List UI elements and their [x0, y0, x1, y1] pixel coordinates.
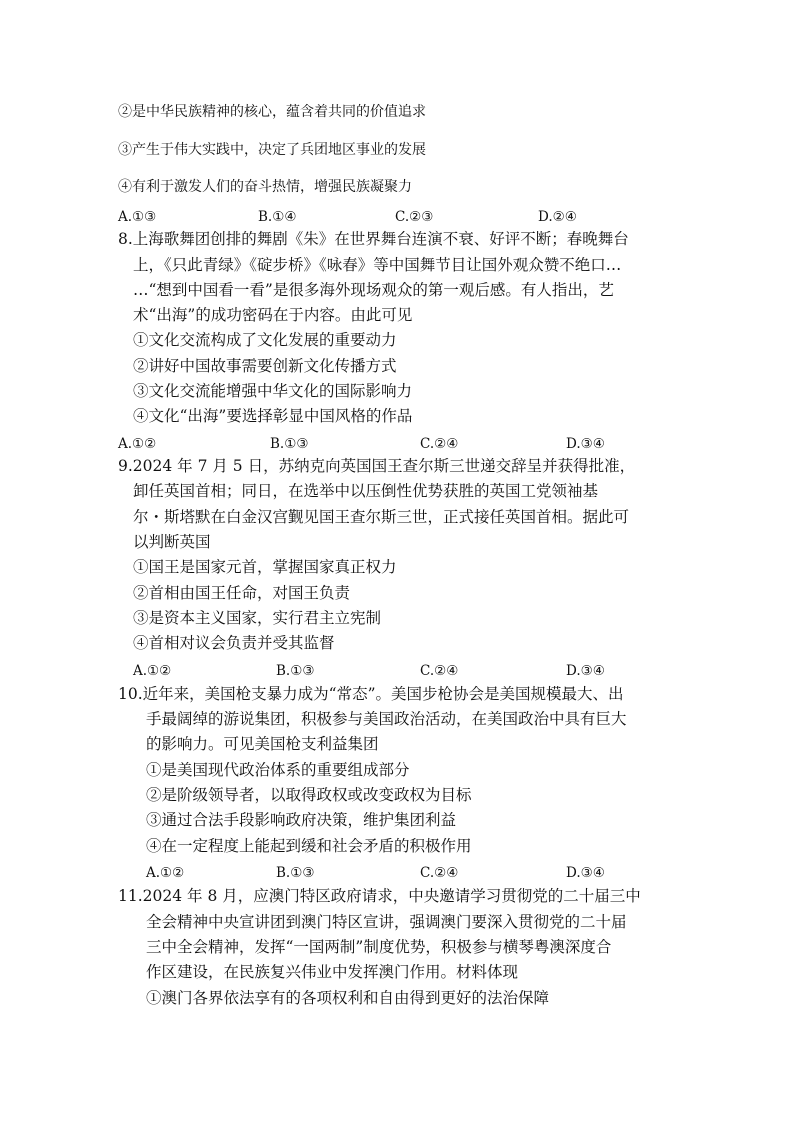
q9-item-1: ①国王是国家元首，掌握国家真正权力 [133, 558, 397, 576]
q7-item-4: ④有利于激发人们的奋斗热情，增强民族凝聚力 [118, 179, 412, 195]
q10-option-a: A.①② [146, 865, 185, 881]
q7-option-c: C.②③ [395, 209, 434, 225]
q8-item-1: ①文化交流构成了文化发展的重要动力 [133, 331, 397, 349]
q7-item-2: ②是中华民族精神的核心，蕴含着共同的价值追求 [118, 104, 426, 120]
q10-item-2: ②是阶级领导者，以取得政权或改变政权为目标 [146, 786, 472, 804]
q10-item-1: ①是美国现代政治体系的重要组成部分 [146, 761, 410, 779]
q9-option-b: B.①③ [276, 663, 315, 679]
q8-stem-line-2: 上，《只此青绿》《碇步桥》《咏春》等中国舞节目让国外观众赞不绝口… [133, 256, 622, 274]
q9-stem-line-2: 卸任英国首相；同日，在选举中以压倒性优势获胜的英国工党领袖基 [133, 482, 599, 500]
q10-stem-line-1: 10.近年来，美国枪支暴力成为“常态”。美国步枪协会是美国规模最大、出 [118, 685, 624, 703]
q9-item-4: ④首相对议会负责并受其监督 [133, 634, 335, 652]
q10-stem-line-3: 的影响力。可见美国枪支利益集团 [146, 735, 379, 753]
q11-item-1: ①澳门各界依法享有的各项权利和自由得到更好的法治保障 [146, 989, 550, 1007]
q8-option-d: D.③④ [566, 436, 605, 452]
q9-stem-line-3: 尔・斯塔默在白金汉宫觐见国王查尔斯三世，正式接任英国首相。据此可 [133, 508, 630, 526]
q7-option-a: A.①③ [118, 209, 157, 225]
q11-stem-line-3: 三中全会精神，发挥“一国两制”制度优势，积极参与横琴粤澳深度合 [146, 938, 612, 956]
q8-option-c: C.②④ [420, 436, 459, 452]
q8-stem-line-3: …“想到中国看一看”是很多海外现场观众的第一观后感。有人指出，艺 [133, 281, 614, 299]
q8-option-a: A.①② [118, 436, 157, 452]
q11-stem-line-4: 作区建设，在民族复兴伟业中发挥澳门作用。材料体现 [146, 963, 519, 981]
q10-item-3: ③通过合法手段影响政府决策，维护集团利益 [146, 811, 457, 829]
q10-stem-line-2: 手最阔绰的游说集团，积极参与美国政治活动，在美国政治中具有巨大 [146, 710, 627, 728]
q8-option-b: B.①③ [270, 436, 309, 452]
q7-option-b: B.①④ [258, 209, 297, 225]
q9-item-2: ②首相由国王任命，对国王负责 [133, 584, 351, 602]
q9-option-c: C.②④ [420, 663, 459, 679]
q8-item-4: ④文化“出海”要选择彰显中国风格的作品 [133, 407, 413, 425]
q10-item-4: ④在一定程度上能起到缓和社会矛盾的积极作用 [146, 837, 472, 855]
q11-stem-line-1: 11.2024 年 8 月，应澳门特区政府请求，中央邀请学习贯彻党的二十届三中 [118, 887, 641, 905]
q9-stem-line-1: 9.2024 年 7 月 5 日，苏纳克向英国国王查尔斯三世递交辞呈并获得批准， [118, 457, 636, 475]
q11-stem-line-2: 全会精神中央宣讲团到澳门特区宣讲，强调澳门要深入贯彻党的二十届 [146, 913, 627, 931]
q7-item-3: ③产生于伟大实践中，决定了兵团地区事业的发展 [118, 142, 426, 158]
q8-stem-line-4: 术“出海”的成功密码在于内容。由此可见 [133, 306, 413, 324]
q10-option-b: B.①③ [276, 865, 315, 881]
q8-stem-line-1: 8.上海歌舞团创排的舞剧《朱》在世界舞台连演不衰、好评不断；春晚舞台 [118, 230, 629, 248]
q8-item-3: ③文化交流能增强中华文化的国际影响力 [133, 382, 413, 400]
q8-item-2: ②讲好中国故事需要创新文化传播方式 [133, 357, 397, 375]
q7-option-d: D.②④ [538, 209, 577, 225]
q9-option-d: D.③④ [566, 663, 605, 679]
q9-stem-line-4: 以判断英国 [133, 533, 211, 551]
q10-option-c: C.②④ [420, 865, 459, 881]
q9-item-3: ③是资本主义国家，实行君主立宪制 [133, 609, 382, 627]
q9-option-a: A.①② [133, 663, 172, 679]
q10-option-d: D.③④ [566, 865, 605, 881]
